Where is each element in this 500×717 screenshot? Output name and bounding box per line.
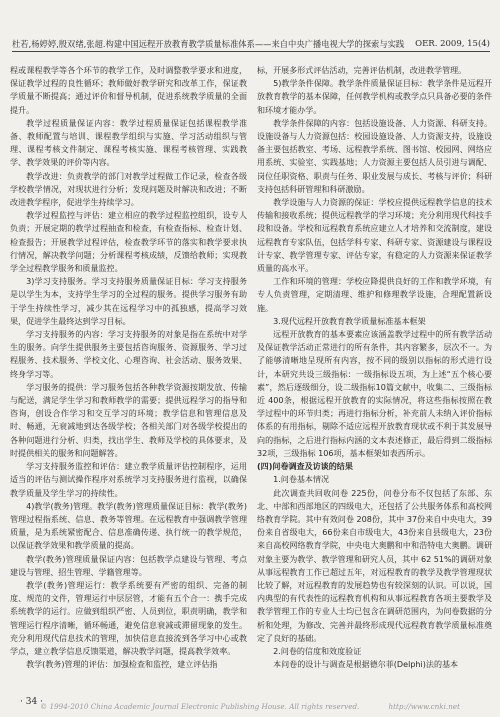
right-column-paragraph: 教学设施与人力资源的保证：学校应提供远程教学信息的技术传输和接收系统；提供远程教学的学习环境；充分利用现代科技手段和设备。学校和远程教育系统应建立人才培养和交流制度，建设远程教育专家队伍，包括学科专家、科研专家、资源建设与课程设计专家、教学管理专家、评估专家，有稳定的人力资源来保证教学质量的高水平。	[257, 198, 492, 274]
right-column-paragraph: 3.现代远程开放教育教学质量标准基本框架	[273, 316, 426, 326]
right-column-paragraph: 1.问卷基本情况	[273, 475, 330, 485]
left-column-paragraph: 教学(教务)管理的评估：加强检查和监控，建立评估指	[26, 660, 218, 670]
right-column-paragraph: 远程开放教育的基本要素应该涵盖教学过程中的所有教学活动及保证教学活动正常进行的所有条件，其内容繁多，层次不一。为了能够清晰地呈现所有内容，按不同的级别以指标的形式进行设计，本研究共设三级指标：一级指标设五项，为上述“五个核心要素”，然后逐级细分，设二级指标10篇文献中，收集二、三级指标近 400条，根据远程开放教育的实际情况，将这些指标按照在教学过程中的环节归类；再进行指标分析，补充前人未纳入评价指标体系的有用指标，剔除不适应远程开放教育现状或不利于其发展导向的指标，之后进行指标内涵的文本表述修正，最后得到二级指标 32项，三级指标 106项，基本框架如表西所示。	[257, 330, 492, 458]
footer-url[interactable]: http://www.cnki.net	[388, 702, 460, 711]
left-column-paragraph: 教学(教务)管理质量保证内容：包括教学点建设与管理、考点建设与管理、招生管理、学籍管理等。	[10, 554, 247, 577]
header-journal: OER. 2009, 15(4)	[415, 39, 490, 49]
right-column-paragraph: 本问卷的设计与调查是根据德尔菲(Delphi)法的基本	[273, 660, 459, 670]
left-column-paragraph: 教学过程监控与评估：建立相应的教学过程监控组织，设专人负责；开展定期的教学过程抽查和检查，有检查指标、检查计划、检查报告；开展教学过程评估，检查教学环节的落实和教学要求执行情况，解决教学问题；分析课程考核成绩，反馈给教师；实现教学全过程教学服务和质量监控。	[10, 211, 247, 274]
header-authors-title: 杜若,杨婷婷,殷双绪,张超.构建中国远程开放教育教学质量标准体系——来自中央广播电视大学的探索与实践	[12, 39, 405, 49]
right-column-paragraph: 2.问卷的信度和效度验证	[273, 646, 362, 656]
left-column	[10, 64, 247, 694]
left-column-paragraph: 教学改进：负责教学的部门对教学过程做工作记录，检查各级学校教学情况，对现状进行分析；发现问题及时解决和改进；不断改进教学程序，促进学生持续学习。	[10, 171, 247, 208]
copyright-footer	[40, 702, 460, 711]
left-column-paragraph: 4)教学(教务)管理。教学(教务)管理质量保证目标：教学(教务)管理过程指系统、信息、教务等管理。在远程教育中强调教学管理质量，是为系统紧密配合、信息准确传递、执行统一的教学规范，以保证教学效果和教学质量的提高。	[10, 501, 247, 551]
left-column-paragraph: 教学(教务)管理运行：教学系统要有严密的组织、完备的制度、规范的文件，管理运行中层层管，才能有五个合一：携手完成系统教学的运行。应做到组织严密、人员到位，职责明确，教学和管理运行程序清晰，循环畅通，避免信息衰减或滞留现象的发生。充分利用现代信息技术的管理，加快信息直接流到各学习中心或教学点，建立教学信息反馈渠道，解决教学问题，提高教学效率。	[10, 580, 247, 656]
right-column	[257, 64, 492, 694]
running-header	[12, 39, 490, 52]
right-column-paragraph: 5)教学条件保障。教学条件质量保证目标：教学条件是远程开放教育教学的基本保障，任何教学机构或教学点只具备必要的条件和环境才能办学。	[257, 79, 492, 115]
left-column-paragraph: 学习支持服务监控和评估：建立教学质量评估控制程序，运用适当的评估与测试操作程序对系统学习支持服务进行监视，以确保教学质量及学生学习的持续性。	[10, 462, 247, 498]
left-column-paragraph: 3)学习支持服务。学习支持服务质量保证目标：学习支持服务是以学生为本，支持学生学习的全过程的服务。提供学习服务有助于学生持续性学习，减少其在远程学习中的孤独感，提高学习效果，促进学生最终达到学习目标。	[10, 277, 247, 326]
right-column-paragraph: 此次调查共回收问卷 225份，问卷分布不仅包括了东部、东北、中部和西部地区的四级电大，还包括了公共服务体系和高校网络教育学院。其中有效问卷 208份，其中 37份来自中央电大，39份来自省级电大，66份来自市级电大，43份来自县级电大，23份来自高校网络教育学院，中央电大奥鹏和中和浩特电大奥鹏。调研对象主要为教学、教学管理和研究人员，其中 62 51%的调研对象从事远程教育工作已超过五年，对远程教育的教学及教学管理现状比较了解，对远程教育的发展趋势也有较深刻的认识。可以说，国内典型的有代表性的远程教育机构和从事远程教育各项主要教学及教学管理工作的专业人士均已包含在调研范围内，为问卷数据的分析和处理，为修改、完善并最终形成现代远程教育教学质量标准奠定了良好的基础。	[257, 488, 492, 643]
right-column-paragraph: 工作和环境的管理：学校应降提供良好的工作和教学环境，有专人负责管理，定期清理、维护和修理教学设施，合理配置新设施。	[257, 277, 492, 313]
page-number: · 34 ·	[20, 697, 43, 707]
right-column-paragraph: (四)问卷调查及访谈的结果	[257, 462, 353, 472]
left-column-paragraph: 学习服务的提供：学习服务包括各种教学资源按期发放、传输与配送，满足学生学习和教师教学的需要；提供远程学习的指导和咨询，创设合作学习和交互学习的环境；教学信息和管理信息及时、畅通，无衰减地到达各级学校；各相关部门对各级学校提出的各种问题进行分析、归类，找出学生、教师及学校的具体要求，及时提供相关的服务和问题解答。	[10, 382, 247, 458]
right-column-paragraph: 标，开展多形式评估活动，完善评估机制，改进教学管理。	[257, 66, 467, 75]
right-column-paragraph: 教学条件保障的内容：包括设施设备、人力资源、科研支持。设施设备与人力资源包括：校园设施设备、人力资源支持，设施设备主要包括教室、考场、远程教学系统、图书馆、校园网、网络应用系统、实验室、实践基地；人力资源主要包括人员引进与调配、岗位任职资格、职责与任务、职业发展与成长、考核与评价；科研支持包括科研管理和科研激励。	[257, 118, 492, 194]
left-column-paragraph: 程或课程教学等各个环节的教学工作，及时调整教学要求和进度，保证教学过程的良性循环；教师做好教学研究和改革工作，保证教学质量不断提高；通过评价和督导机制，促进系统教学质量的全面提升。	[10, 66, 247, 115]
left-column-paragraph: 学习支持服务的内容：学习支持服务的对象是指在系统中对学生的服务。向学生提供服务主要包括咨询服务、资源服务、学习过程服务、技术服务、学校文化、心理咨询、社会活动、服务效果、终身学习等。	[10, 330, 247, 379]
footer-copyright: © 1994-2010 China Academic Journal Electronic Publishing House. All rights reserved.	[40, 702, 360, 711]
left-column-paragraph: 教学过程质量保证内容：教学过程质量保证包括课程教学准备、教师配置与培训、课程教学组织与实施、学习活动组织与管理、课程考核文件制定、课程考核实施、课程考核管理、实践教学、教学效果的评价等内容。	[10, 118, 247, 168]
